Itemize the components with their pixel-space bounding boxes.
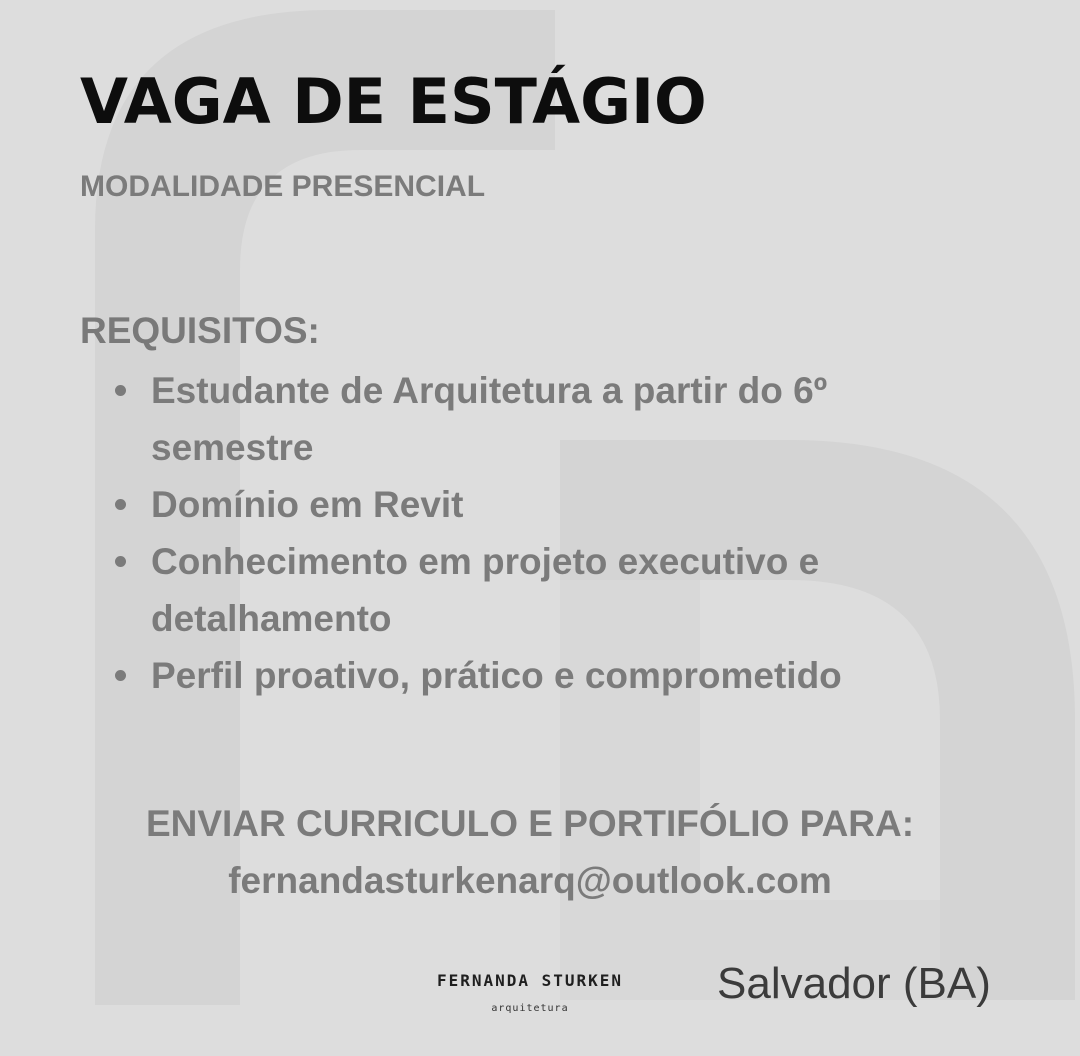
requirement-text: Conhecimento em projeto executivo e detalhamento (151, 541, 820, 639)
brand-logo (410, 970, 650, 1016)
bullet-icon (115, 499, 126, 510)
modality-label: MODALIDADE PRESENCIAL (80, 170, 486, 203)
requirements-list (110, 362, 910, 704)
brand-name: FERNANDA STURKEN (436, 971, 624, 990)
brand-subtitle: arquitetura (491, 1003, 569, 1014)
contact-block (0, 795, 1060, 909)
bullet-icon (115, 670, 126, 681)
requirement-item (110, 476, 910, 533)
send-instructions: ENVIAR CURRICULO E PORTIFÓLIO PARA: (145, 803, 915, 844)
requirement-item (110, 533, 910, 647)
contact-email: fernandasturkenarq@outlook.com (228, 860, 832, 901)
page-title: VAGA DE ESTÁGIO (80, 65, 707, 138)
requirement-text: Perfil proativo, prático e comprometido (151, 655, 842, 696)
bullet-icon (115, 556, 126, 567)
requirements-heading: REQUISITOS: (80, 310, 320, 351)
requirement-text: Estudante de Arquitetura a partir do 6º semestre (151, 370, 828, 468)
bullet-icon (115, 385, 126, 396)
requirement-text: Domínio em Revit (151, 484, 464, 525)
requirement-item (110, 647, 910, 704)
location-label: Salvador (BA) (717, 959, 991, 1008)
requirement-item (110, 362, 910, 476)
